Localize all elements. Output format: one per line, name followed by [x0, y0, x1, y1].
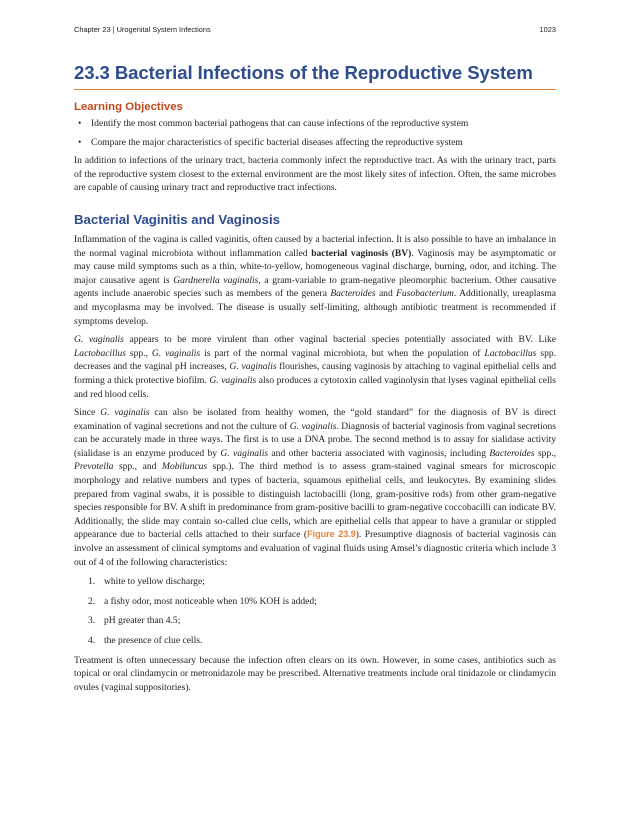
text-run: flourishes, causing vaginosis by attaching to vaginal epithelial cells and forming a thick protective biofilm.	[74, 361, 556, 386]
text-run: and other bacteria associated with vaginosis, including	[268, 447, 490, 459]
learning-objectives-heading: Learning Objectives	[74, 101, 183, 113]
list-text: pH greater than 4.5;	[104, 615, 181, 627]
text-run: spp.). The third method is to assess gram-stained vaginal smears for microscopic morphology and relative numbers and types of bacteria, squamous epithelial cells, and leukocytes. By examining slides prepared from vaginal swabs, it is possible to distinguish lactobacilli (long, gram-positive rods) from other gram-negative species responsible for BV. A shift in predominance from gram-positive bacilli to gram-negative coccobacilli can indicate BV. Additionally, the slide may contain so-called clue cells, which are epithelial cells that appear to have a granular or stippled appearance due to bacterial cells attached to their surface (	[74, 461, 556, 541]
list-text: a fishy odor, most noticeable when 10% KOH is added;	[104, 595, 317, 607]
paragraph-diagnosis	[74, 406, 556, 569]
species-name: G. vaginalis	[74, 334, 124, 346]
list-number: 2.	[88, 595, 96, 607]
species-name: Fusobacterium	[396, 288, 454, 300]
intro-paragraph: In addition to infections of the urinary tract, bacteria commonly infect the reproductive tract. As with the urinary tract, parts of the reproductive system closest to the external environment are the most likely sites of infection. Often, the same microbes are capable of causing urinary tract and reproductive tract infections.	[74, 155, 556, 194]
key-term: bacterial vaginosis (BV)	[311, 247, 412, 259]
text-run: . Vaginosis may be asymptomatic or may cause mild symptoms such as a thin, white-to-yellow, homogeneous vaginal discharge, burning, odor, and itching. The major causative agent is	[74, 247, 556, 286]
figure-link[interactable]: Figure 23.9	[307, 529, 356, 540]
species-name: G. vaginalis	[289, 420, 337, 432]
chapter-label: Chapter 23 | Urogenital System Infections	[74, 25, 211, 34]
amsel-criteria-list	[74, 575, 556, 647]
paragraph-vaginitis	[74, 233, 556, 328]
species-name: G. vaginalis	[229, 361, 277, 373]
learning-objectives	[74, 100, 556, 149]
text-run: spp., and	[113, 461, 162, 473]
species-name: G. vaginalis	[151, 347, 201, 359]
species-name: Bacteroides	[489, 447, 535, 459]
page-content	[74, 100, 556, 699]
species-name: G. vaginalis	[209, 374, 257, 386]
species-name: Bacteroides	[330, 288, 376, 300]
species-name: Mobiluncus	[162, 461, 208, 473]
list-text: white to yellow discharge;	[104, 576, 205, 588]
text-run: spp.,	[534, 447, 556, 459]
list-number: 3.	[88, 615, 96, 627]
paragraph-g-vaginalis	[74, 333, 556, 401]
list-item	[74, 575, 556, 589]
text-run: and	[375, 288, 397, 300]
text-run: can also be isolated from healthy women, the “gold standard” for the diagnosis of BV is direct examination of vaginal secretions and not the culture of	[74, 407, 556, 432]
text-run: appears to be more virulent than other vaginal bacterial species potentially associated with BV. Like	[123, 334, 557, 346]
text-run: Since	[74, 407, 101, 419]
text-run: Inflammation of the vagina is called vaginitis, often caused by a bacterial infection. It is also possible to have an imbalance in the normal vaginal microbiota without inflammation called	[74, 233, 556, 259]
list-text: the presence of clue cells.	[104, 635, 203, 646]
section-title: 23.3 Bacterial Infections of the Reproductive System	[74, 62, 533, 83]
list-item: • Compare the major characteristics of specific bacterial diseases affecting the reproductive system	[74, 136, 556, 150]
species-name: Prevotella	[74, 461, 114, 473]
subsection-heading: Bacterial Vaginitis and Vaginosis	[74, 211, 280, 227]
species-name: Gardnerella vaginalis	[173, 274, 259, 286]
text-run: also produces a cytotoxin called vaginolysin that lyses vaginal epithelial cells and red blood cells.	[74, 374, 557, 400]
text-run: spp.,	[125, 347, 152, 359]
text-run: is part of the normal vaginal microbiota, but when the population of	[200, 347, 485, 359]
list-item: • Identify the most common bacterial pathogens that can cause infections of the reproductive system	[74, 117, 556, 131]
text-run: ). Presumptive diagnosis of bacterial vaginosis can involve an assessment of clinical symptoms and evaluation of vaginal fluids using Amsel’s diagnostic criteria which include 3 out of 4 of the following characteristics:	[74, 529, 557, 568]
species-name: G. vaginalis	[220, 447, 269, 459]
paragraph-treatment: Treatment is often unnecessary because the infection often clears on its own. However, in some cases, antibiotics such as topical or oral clindamycin or metronidazole may be prescribed. Alternative treatments include oral tinidazole or clindamycin ovules (vaginal suppositories).	[74, 654, 556, 693]
page-number: 1023	[539, 25, 556, 34]
list-item	[74, 595, 556, 609]
text-run: . Additionally, ureaplasma and mycoplasma may be involved. The disease is usually self-limiting, although antibiotic treatment is recommended if symptoms develop.	[74, 288, 556, 327]
text-run: spp. decreases and the vaginal pH increases,	[74, 347, 556, 373]
list-number: 1.	[88, 576, 96, 588]
list-item	[74, 634, 556, 648]
species-name: Lactobacillus	[74, 347, 126, 359]
species-name: G. vaginalis	[100, 407, 150, 419]
text-run: . Diagnosis of bacterial vaginosis from vaginal secretions can be accurately made in three ways. The first is to use a DNA probe. The second method is to assay for sialidase activity (sialidase is an enzyme produced by	[74, 420, 556, 459]
list-item	[74, 614, 556, 628]
species-name: Lactobacillus	[484, 347, 537, 359]
learning-objectives-list	[74, 117, 556, 149]
title-divider	[74, 89, 556, 90]
text-run: , a gram-variable to gram-negative pleomorphic bacterium. Other causative agents include anaerobic species such as members of the genera	[74, 274, 557, 300]
list-number: 4.	[88, 635, 96, 646]
